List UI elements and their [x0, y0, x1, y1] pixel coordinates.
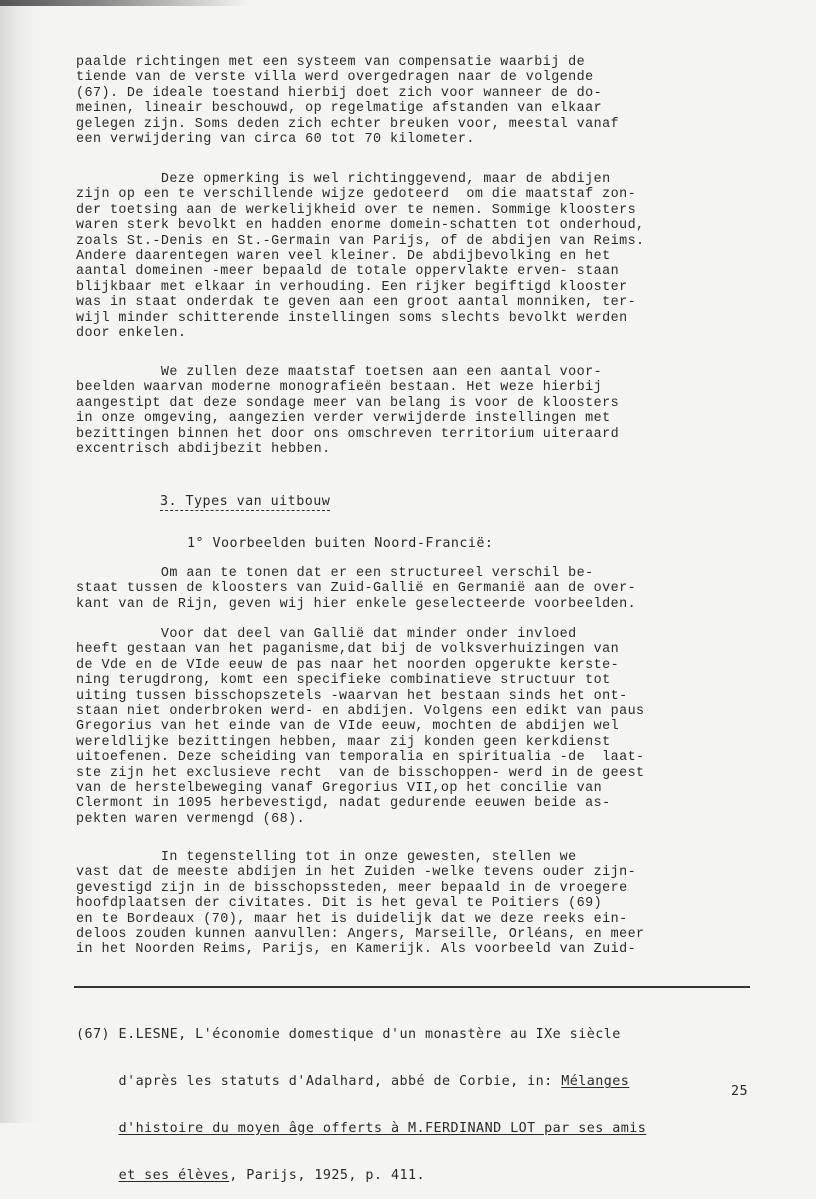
text-line: waren sterk bevolkt en hadden enorme domein-schatten tot onderhoud,	[76, 218, 645, 234]
footnote-text: d'après les statuts d'Adalhard, abbé de Corbie, in:	[76, 1073, 562, 1089]
subsection-heading: 1° Voorbeelden buiten Noord-Francië:	[187, 536, 494, 551]
text-line: kant van de Rijn, geven wij hier enkele geselecteerde voorbeelden.	[76, 596, 637, 612]
text-line: hoofdplaatsen der civitates. Dit is het geval te Poitiers (69)	[76, 896, 603, 912]
text-line: uiting tussen bisschopszetels -waarvan het bestaan sinds het ont-	[76, 688, 628, 704]
body-paragraph-6	[76, 850, 748, 958]
text-line: door enkelen.	[76, 326, 187, 342]
text-line: Gregorius van het einde van de VIde eeuw, mochten de abdijen wel	[76, 719, 620, 735]
scan-top-mark	[0, 0, 250, 6]
text-line: Om aan te tonen dat er een structureel verschil be-	[76, 566, 594, 581]
text-line: Voor dat deel van Gallië dat minder onder invloed	[76, 627, 577, 642]
text-line: Deze opmerking is wel richtinggevend, maar de abdijen	[76, 172, 611, 187]
page-number: 25	[731, 1084, 749, 1099]
body-paragraph-3	[76, 365, 748, 457]
text-line: zoals St.-Denis en St.-Germain van Parijs, of de abdijen van Reims.	[76, 233, 645, 249]
body-paragraph-1	[76, 55, 748, 147]
footnote-separator	[74, 986, 750, 988]
text-line: Clermont in 1095 herbevestigd, nadat gedurende eeuwen beide as-	[76, 796, 611, 812]
text-line: aantal domeinen -meer bepaald de totale oppervlakte erven- staan	[76, 264, 620, 280]
footnote-line	[76, 1168, 756, 1184]
text-line: meinen, lineair beschouwd, op regelmatige afstanden van elkaar	[76, 101, 603, 117]
text-line: was in staat onderdak te geven aan een groot aantal monniken, ter-	[76, 295, 637, 311]
body-paragraph-5	[76, 627, 748, 827]
footnote-67	[76, 996, 756, 1199]
text-line: vast dat de meeste abdijen in het Zuiden -welke tevens ouder zijn-	[76, 865, 637, 881]
text-line: ste zijn het exclusieve recht van de bisschoppen- werd in de geest	[76, 765, 645, 781]
text-line: ning terugdrong, komt een specifieke combinatieve structuur tot	[76, 673, 611, 689]
text-line: excentrisch abdijbezit hebben.	[76, 442, 331, 458]
text-line: een verwijdering van circa 60 tot 70 kilometer.	[76, 132, 475, 148]
text-line: In tegenstelling tot in onze gewesten, stellen we	[76, 850, 577, 865]
body-paragraph-2	[76, 172, 748, 341]
footnote-book-title: et ses élèves	[118, 1167, 230, 1183]
text-line: paalde richtingen met een systeem van compensatie waarbij de	[76, 55, 586, 70]
text-line: Andere daarentegen waren veel kleiner. De abdijbevolking en het	[76, 249, 611, 265]
footnote-text: (67) E.LESNE, L'économie domestique d'un monastère au IXe siècle	[76, 1027, 621, 1043]
text-line: zijn op een te verschillende wijze gedoteerd om die maatstaf zon-	[76, 187, 637, 203]
footnote-line	[76, 1121, 756, 1137]
text-line: wereldlijke bezittingen hebben, maar zij konden geen kerkdienst	[76, 734, 611, 750]
footnote-indent	[76, 1121, 119, 1136]
scan-edge-shadow	[0, 0, 40, 1123]
text-line: der toetsing aan de werkelijkheid over te nemen. Sommige kloosters	[76, 202, 637, 218]
text-line: tiende van de verste villa werd overgedragen naar de volgende	[76, 70, 594, 86]
footnote-book-title: Mélanges	[561, 1073, 630, 1089]
text-line: deloos zouden kunnen aanvullen: Angers, Marseille, Orléans, en meer	[76, 927, 645, 943]
text-line: van de herstelbeweging vanaf Gregorius VII,op het concilie van	[76, 781, 603, 797]
text-line: de Vde en de VIde eeuw de pas naar het noorden opgerukte kerste-	[76, 657, 620, 673]
text-line: (67). De ideale toestand hierbij doet zich voor wanneer de do-	[76, 85, 603, 101]
text-line: pekten waren vermengd (68).	[76, 811, 306, 827]
text-line: staat tussen de kloosters van Zuid-Gallië en Germanië aan de over-	[76, 581, 637, 597]
text-line: heeft gestaan van het paganisme,dat bij de volksverhuizingen van	[76, 642, 620, 658]
text-line: blijkbaar met elkaar in verhouding. Een rijker begiftigd klooster	[76, 279, 628, 295]
text-line: in het Noorden Reims, Parijs, en Kamerijk. Als voorbeeld van Zuid-	[76, 942, 637, 958]
section-heading: 3. Types van uitbouw	[160, 494, 331, 509]
footnote-book-title: d'histoire du moyen âge offerts à M.FERDINAND LOT par ses amis	[118, 1120, 647, 1136]
footnote-line	[76, 1074, 756, 1090]
body-paragraph-4	[76, 566, 748, 612]
text-line: in onze omgeving, aangezien verder verwijderde instellingen met	[76, 411, 611, 427]
footnote-line	[76, 1027, 756, 1043]
text-line: staan niet onderbroken werd- en abdijen. Volgens een edikt van paus	[76, 704, 645, 720]
text-line: en te Bordeaux (70), maar het is duidelijk dat we deze reeks ein-	[76, 911, 628, 927]
text-line: We zullen deze maatstaf toetsen aan een aantal voor-	[76, 365, 603, 380]
text-line: beelden waarvan moderne monografieën bestaan. Het weze hierbij	[76, 380, 603, 396]
text-line: bezittingen binnen het door ons omschreven territorium uiteraard	[76, 426, 620, 442]
footnote-indent	[76, 1168, 119, 1183]
text-line: gevestigd zijn in de bisschopssteden, meer bepaald in de vroegere	[76, 880, 628, 896]
text-line: wijl minder schitterende instellingen soms slechts bevolkt werden	[76, 310, 628, 326]
text-line: aangestipt dat deze sondage meer van belang is voor de kloosters	[76, 395, 620, 411]
text-line: uitoefenen. Deze scheiding van temporalia en spiritualia -de laat-	[76, 750, 645, 766]
text-line: gelegen zijn. Soms deden zich echter breuken voor, meestal vanaf	[76, 116, 620, 132]
footnote-text: , Parijs, 1925, p. 411.	[229, 1167, 425, 1183]
